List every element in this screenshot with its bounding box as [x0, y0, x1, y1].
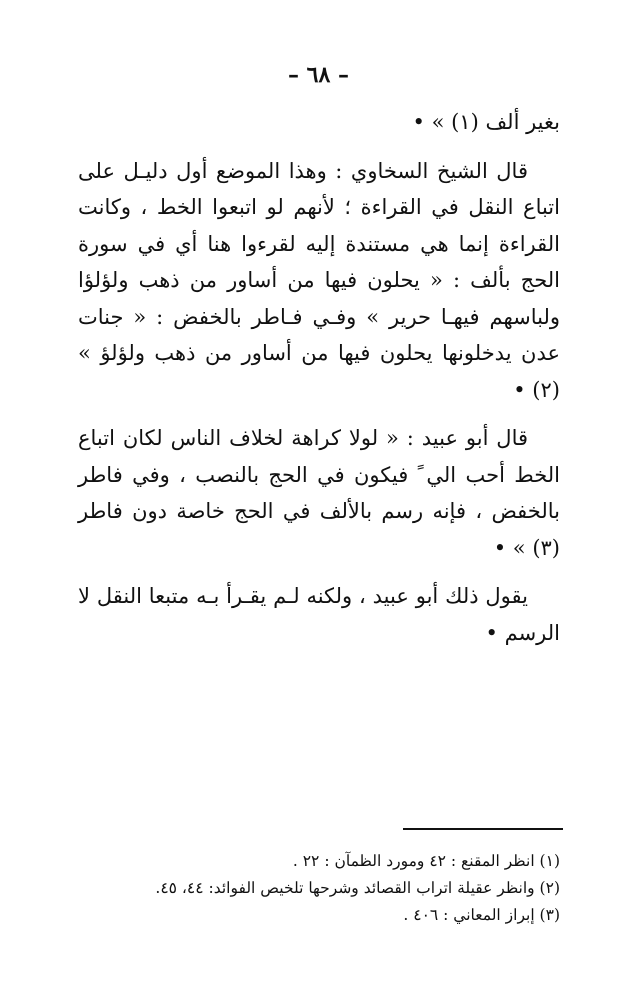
footnote-divider — [403, 828, 563, 830]
paragraph-sakhawi: قال الشيخ السخاوي : وهذا الموضع أول دليـل على اتباع النقل في القراءة ؛ لأنهم لو اتبعوا الخط ، وكانت القراءة إنما هي مستندة إليه لقرءوا هنا أي في سورة الحج بألف : « يحلون فيها من أساور من ذهب ولؤلؤا ولباسهم فيهـا حرير » وفـي فـاطر بالخفض : « جنات عدن يدخلونها يحلون فيها من أساور من ذهب ولؤلؤ » (٢) • — [78, 158, 560, 402]
page-number: – ٦٨ – — [288, 62, 349, 88]
footnotes — [78, 848, 560, 929]
footnote-3: (٣) إبراز المعاني : ٤٠٦ . — [403, 906, 560, 924]
main-text — [78, 104, 560, 651]
paragraph-abu-ubaid-quote: قال أبو عبيد : « لولا كراهة لخلاف الناس لكان اتباع الخط أحب الي ً فيكون في الحج بالنصب ، وفي فاطر بالخفض ، فإنه رسم بالألف في الحج خاصة دون فاطر (٣) » • — [78, 426, 560, 560]
footnote-1: (١) انظر المقنع : ٤٢ ومورد الظمآن : ٢٢ . — [292, 852, 560, 870]
footnote-2: (٢) وانظر عقيلة اتراب القصائد وشرحها تلخيص الفوائد: ٤٤، ٤٥. — [155, 879, 560, 897]
paragraph-abu-ubaid-conclusion: يقول ذلك أبو عبيد ، ولكنه لـم يقـرأ بـه متبعا النقل لا الرسم • — [78, 584, 560, 645]
paragraph-intro: بغير ألف (١) » • — [412, 110, 560, 134]
